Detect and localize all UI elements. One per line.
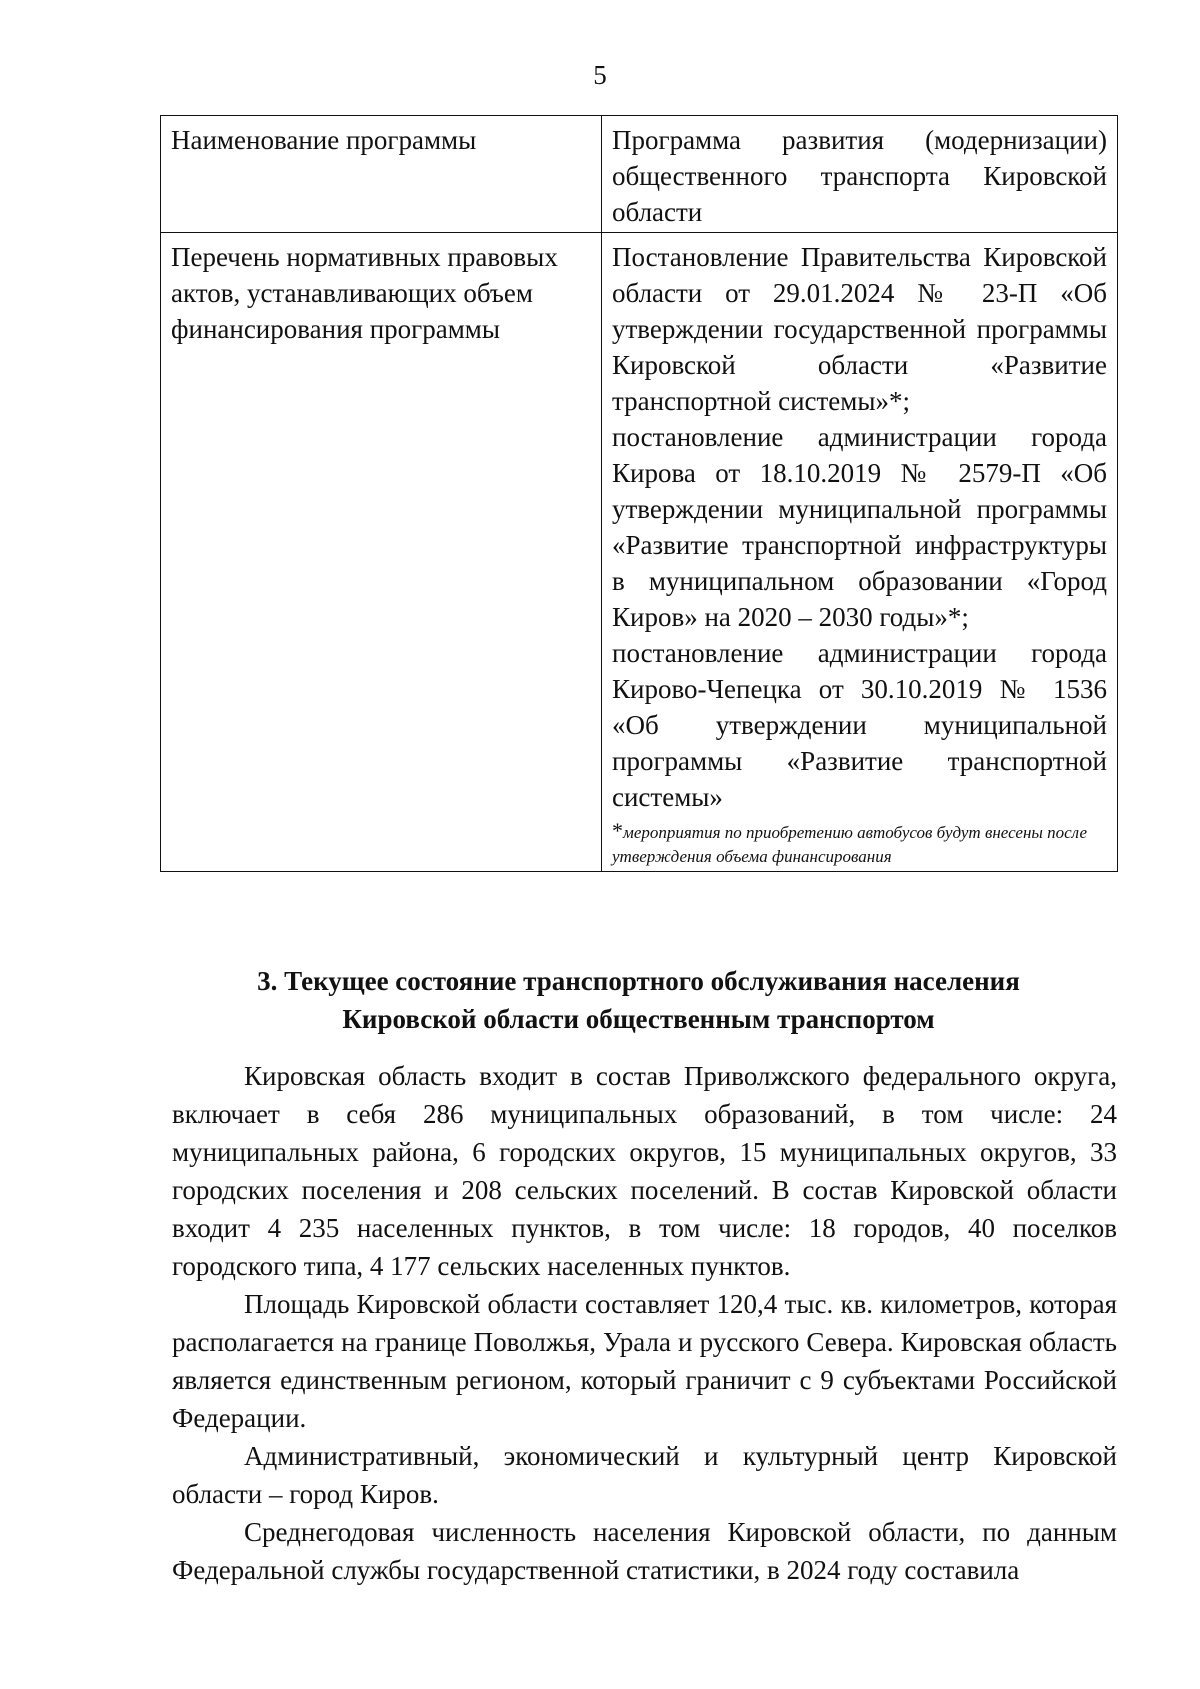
section-heading xyxy=(160,962,1117,1038)
paragraph: Площадь Кировской области составляет 120,4 тыс. кв. километров, которая располагается на границе Поволжья, Урала и русского Севера. Кировская область является единственным регионом, который граничит с 9 субъектами Российской Федерации. xyxy=(172,1289,1117,1433)
legal-act-item: Постановление Правительства Кировской области от 29.01.2024 № 23-П «Об утверждении государственной программы Кировской области «Развитие транспортной системы»*; xyxy=(612,242,1107,416)
paragraph: Среднегодовая численность населения Кировской области, по данным Федеральной службы государственной статистики, в 2024 году составила xyxy=(172,1517,1117,1585)
footnote xyxy=(612,819,1107,869)
table-row xyxy=(161,233,1118,872)
page-number: 5 xyxy=(593,60,607,90)
table-value-cell xyxy=(602,233,1118,872)
table-value-cell: Программа развития (модернизации) общественного транспорта Кировской области xyxy=(602,116,1118,233)
section-body xyxy=(172,1057,1117,1589)
footnote-mark: * xyxy=(612,818,623,843)
table-label-cell: Наименование программы xyxy=(161,116,602,233)
paragraph: Административный, экономический и культурный центр Кировской области – город Киров. xyxy=(172,1441,1117,1509)
paragraph: Кировская область входит в состав Приволжского федерального округа, включает в себя 286 муниципальных образований, в том числе: 24 муниципальных района, 6 городских округов, 15 муниципальных округов, 33 городских поселения и 208 сельских поселений. В состав Кировской области входит 4 235 населенных пунктов, в том числе: 18 городов, 40 поселков городского типа, 4 177 сельских населенных пунктов. xyxy=(172,1061,1117,1281)
section-heading-line-2: Кировской области общественным транспортом xyxy=(342,1004,935,1034)
table-label-cell: Перечень нормативных правовых актов, устанавливающих объем финансирования программы xyxy=(161,233,602,872)
table-row xyxy=(161,116,1118,233)
legal-act-item: постановление администрации города Кирова от 18.10.2019 № 2579-П «Об утверждении муниципальной программы «Развитие транспортной инфраструктуры в муниципальном образовании «Город Киров» на 2020 – 2030 годы»*; xyxy=(612,422,1107,632)
legal-act-item: постановление администрации города Кирово-Чепецка от 30.10.2019 № 1536 «Об утверждении муниципальной программы «Развитие транспортной системы» xyxy=(612,638,1107,812)
program-info-table xyxy=(160,115,1118,872)
footnote-text: мероприятия по приобретению автобусов будут внесены после утверждения объема финансирования xyxy=(612,823,1088,866)
section-heading-line-1: 3. Текущее состояние транспортного обслуживания населения xyxy=(257,966,1020,996)
